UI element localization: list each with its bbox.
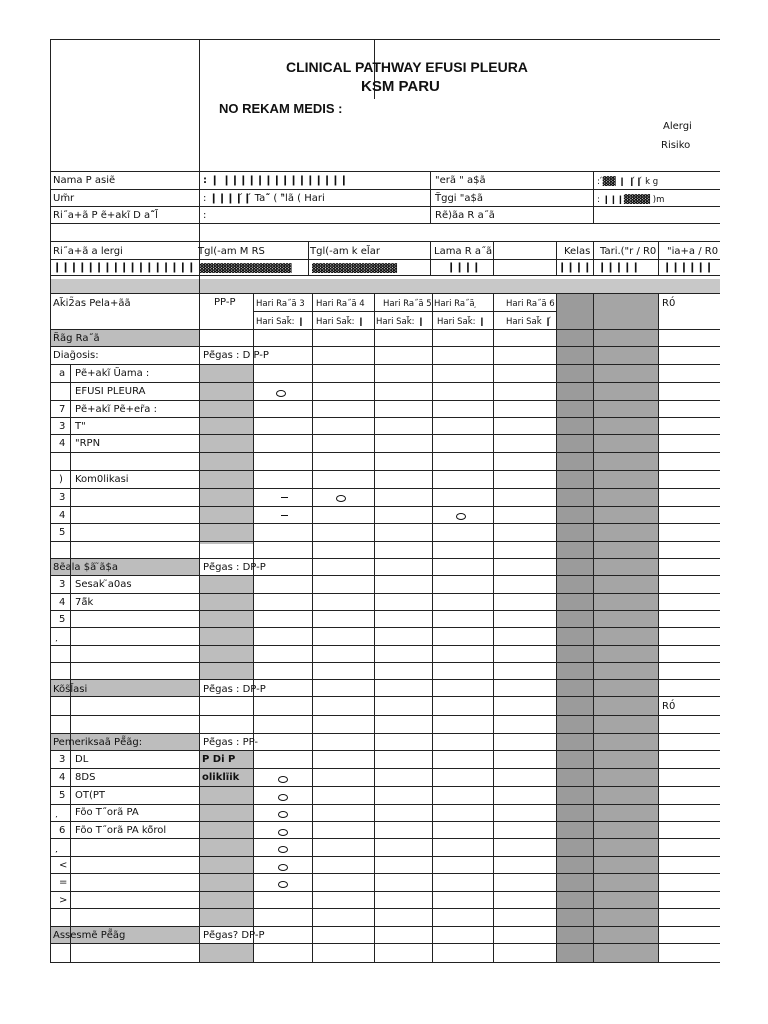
- tgl-masuk-label: Tgl(-am M RS: [198, 246, 265, 257]
- diagnosis-label: Diag̃osis:: [53, 350, 99, 361]
- check-mark: [278, 776, 288, 783]
- gejala-no-3: 3: [59, 579, 66, 590]
- dash-mark: [281, 515, 288, 516]
- r0-label: R0́: [662, 298, 676, 309]
- gejala-label: 8ẽala $ã ̃ã$a: [53, 562, 119, 573]
- assesmen-pp: Pẽ̃gas? DP-P: [203, 930, 265, 941]
- gejala-no-5: 5: [59, 614, 66, 625]
- alergi-label: Alergi: [663, 121, 692, 132]
- history-value: :: [203, 210, 207, 221]
- age-label: Um̃r: [53, 193, 75, 204]
- allergy-history-value: ❙❙❙❙❙❙❙❙❙❙❙❙❙❙❙❙❙: [53, 262, 196, 273]
- patient-name-label: Nama P asiẽ: [53, 175, 116, 186]
- tarif-value: ❙❙❙❙❙: [598, 262, 640, 273]
- row-no-4: 4: [59, 438, 66, 449]
- sakit-4: Hari Sak̃: ❙: [437, 317, 486, 327]
- check-mark: [278, 846, 288, 853]
- check-mark: [278, 864, 288, 871]
- gejala-pp: Pẽ̃gas : DP-P: [203, 562, 266, 573]
- konsultasi-label: Kõs̃l̃asi: [53, 684, 88, 695]
- check-mark: [278, 794, 288, 801]
- gejala-no-4: 4: [59, 597, 66, 608]
- pem-no-8: <: [59, 860, 68, 871]
- penyakit-utama-label: Pẽ+akĩ Ũama :: [75, 368, 150, 379]
- tb-label: T": [75, 421, 86, 432]
- age-value: : ❙❙❙❙́❙́ Ta˝̃ ( "̃lã ( Hari: [203, 193, 325, 204]
- allergy-history-label: Ri˝a+ã a lergi: [53, 246, 123, 257]
- check-mark: [336, 495, 346, 502]
- day-4-header: Hari Ra˝ã ̦: [434, 299, 478, 309]
- rpn-label: "RPN: [75, 438, 101, 449]
- pem-no-6: 6: [59, 825, 66, 836]
- row-no-a: a: [59, 368, 66, 379]
- dash-mark: [281, 497, 288, 498]
- tgl-keluar-value: ▓▓▓▓▓▓▓▓▓▓▓▓▓: [312, 264, 397, 274]
- pem-no-5: 5: [59, 790, 66, 801]
- day-3-header: Hari Ra˝ã 5: [383, 299, 432, 309]
- komp-no-4: 4: [59, 510, 66, 521]
- kelas-label: Kelas: [564, 246, 591, 257]
- tarif-label: Tari.("r / R0: [600, 246, 657, 257]
- sakit-3: Hari Sak̃: ❙: [376, 317, 425, 327]
- day-1-header: Hari Ra˝ã 3: [256, 299, 305, 309]
- pemeriksaan-label: Pemeriksaã Pẽ̃̃ãg:: [53, 737, 143, 748]
- check-mark: [456, 513, 466, 520]
- komp-no-5: 5: [59, 527, 66, 538]
- row-no-7: 7: [59, 404, 66, 415]
- pp-column-shade-4: [199, 943, 253, 962]
- konsultasi-pp: Pẽ̃gas : DP-P: [203, 684, 266, 695]
- sakit-1: Hari Sak̃: ❙: [256, 317, 305, 327]
- rata-value: ❙❙❙❙❙❙: [663, 262, 714, 273]
- pemeriksaan-pp: Pẽ̃gas : PP-: [203, 737, 259, 748]
- form-title: CLINICAL PATHWAY EFUSI PLEURA: [286, 59, 528, 75]
- ruang-rawat-label: R̃ãg Ra˝ã: [53, 333, 100, 344]
- efusi-pleura: EFUSI PLEURA: [75, 386, 146, 397]
- day-5-header: Hari Ra˝ã 6: [506, 299, 555, 309]
- check-mark: [276, 390, 286, 397]
- pp-label: PP-P: [214, 297, 236, 308]
- dl-label: DL: [75, 754, 89, 765]
- komplikasi-no: ): [59, 474, 63, 485]
- diagnosis-pp: Pẽ̃gas : D P-P: [203, 350, 269, 361]
- otpt-label: OT(PT: [75, 790, 106, 801]
- form-subtitle: KSM PARU: [361, 78, 440, 95]
- check-mark: [278, 811, 288, 818]
- batuk-label: 7ã̃k: [75, 597, 94, 608]
- pem-no-9: =: [59, 877, 68, 888]
- rata-label: "ia+a / R0: [667, 246, 719, 257]
- penyakit-penyerta-label: Pẽ+akĩ Pẽ+er̃a :: [75, 404, 157, 415]
- tgl-masuk-value: ▓▓▓▓▓▓▓▓▓▓▓▓▓▓: [200, 264, 292, 274]
- day-2-header: Hari Ra˝ã 4: [316, 299, 365, 309]
- komplikasi-label: Kom0likasi: [75, 474, 129, 485]
- gender-value: : ́▓▓ ❙ ❙́❙́ k g: [597, 177, 659, 187]
- lama-rawat-label: Lama R a˝ã: [434, 246, 493, 257]
- sakit-2: Hari Sak̃: ❙: [316, 317, 365, 327]
- poliklinik-label: oliklĩik: [202, 772, 240, 783]
- kelas-value: ❙❙❙❙: [558, 262, 592, 273]
- row-no-3: 3: [59, 421, 66, 432]
- patient-name-value: : ❙ ❙❙❙❙❙❙❙❙❙❙❙❙❙❙❙: [203, 175, 349, 186]
- assesmen-label: Assesmẽ Pẽ̃̃ãg: [53, 930, 126, 941]
- pdip-label: P Di P: [202, 754, 236, 765]
- record-number-label: NO REKAM MEDIS :: [219, 101, 343, 116]
- history-label: Ri˝a+ã P ẽ+akĩ D a˝̃l̃: [53, 210, 158, 221]
- bds-label: 8DS: [75, 772, 96, 783]
- height-value: : ❙❙❙▓▓▓▓ )m: [597, 195, 665, 205]
- check-mark: [278, 829, 288, 836]
- lama-rawat-value: ❙❙❙❙: [447, 262, 481, 273]
- aktivitas-label: Ak̃i2̃as Pela+ãã: [53, 298, 131, 309]
- ward-label: Rẽ)ãa R a˝ã: [435, 210, 495, 221]
- foto-thorax-label: Fõo T˝orã PA: [75, 807, 139, 818]
- risiko-label: Risiko: [661, 140, 691, 151]
- pp-column-shade-1: [199, 364, 253, 544]
- check-mark: [278, 881, 288, 888]
- gender-label: "erã " a$ã: [435, 175, 486, 186]
- separator-band: [50, 279, 720, 293]
- konsultasi-r0: R0́: [662, 701, 676, 712]
- komp-no-3: 3: [59, 492, 66, 503]
- pem-no-4: 4: [59, 772, 66, 783]
- height-label: T̃ggi "a$ã: [435, 193, 483, 204]
- sakit-5: Hari Sak̃ ❙́: [506, 317, 552, 327]
- sesak-label: Sesak ̃a0as: [75, 579, 132, 590]
- tgl-keluar-label: Tgl(-am k el̃ar: [310, 246, 380, 257]
- pem-no-10: >: [59, 895, 68, 906]
- pem-no-3: 3: [59, 754, 66, 765]
- foto-thorax-kontrol-label: Fõo T˝orã PA kõ̃rol: [75, 825, 167, 836]
